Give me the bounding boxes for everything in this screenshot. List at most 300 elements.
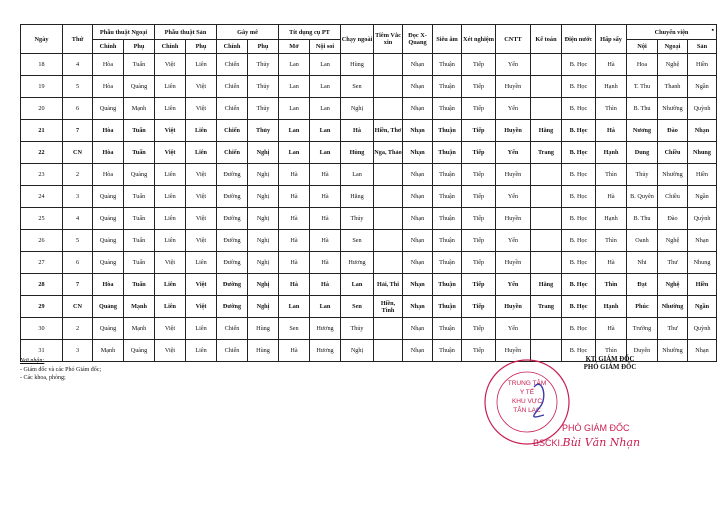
roster-cell: Tiếp (462, 274, 496, 296)
roster-cell: Quảng (93, 98, 124, 120)
roster-cell: Thuận (433, 76, 462, 98)
roster-cell: Nhạn (403, 296, 433, 318)
roster-cell: Tuấn (124, 120, 155, 142)
roster-cell: Duyên (627, 340, 658, 362)
roster-cell: Dung (627, 142, 658, 164)
roster-cell: Thư (658, 252, 688, 274)
roster-row (21, 230, 717, 252)
roster-cell: Hương (310, 340, 341, 362)
stamp-name-text: Bùi Văn Nhạn (562, 436, 641, 449)
header-phau-thuat-ngoai: Phẫu thuật Ngoại (93, 25, 155, 40)
roster-cell: Chiến (217, 318, 248, 340)
roster-cell: Việt (155, 54, 186, 76)
roster-cell: Hà (310, 274, 341, 296)
signature-line-kt: KT. GIÁM ĐỐC (585, 356, 635, 363)
roster-cell: Hòa (93, 76, 124, 98)
roster-cell: Việt (186, 164, 217, 186)
roster-cell: Lan (310, 54, 341, 76)
roster-cell: Hòa (93, 164, 124, 186)
roster-cell: Chiến (217, 120, 248, 142)
roster-cell (374, 186, 403, 208)
roster-cell (374, 252, 403, 274)
roster-cell: Liên (186, 54, 217, 76)
roster-cell: B. Học (562, 142, 596, 164)
roster-cell: Thìn (596, 98, 627, 120)
roster-cell: Thuận (433, 208, 462, 230)
header-chuyen-vien: Chuyển viện (627, 25, 717, 40)
subheader-gay-me-phu: Phụ (248, 40, 279, 54)
roster-cell: Quảng (93, 318, 124, 340)
roster-cell: Nghị (248, 142, 279, 164)
roster-cell: Chiến (217, 340, 248, 362)
roster-cell: Quảng (124, 76, 155, 98)
roster-cell: Hòa (93, 54, 124, 76)
roster-cell: Nghị (248, 252, 279, 274)
roster-cell: Liên (186, 142, 217, 164)
roster-cell: Liên (155, 76, 186, 98)
roster-cell: Thuận (433, 54, 462, 76)
roster-cell: Thuận (433, 274, 462, 296)
roster-cell: Nghị (341, 98, 374, 120)
official-seal (482, 357, 572, 447)
roster-cell: Huyền (496, 120, 531, 142)
roster-cell: Sen (279, 318, 310, 340)
header-phau-thuat-san: Phẫu thuật Sản (155, 25, 217, 40)
roster-cell: Nhường (658, 164, 688, 186)
roster-cell: Thìn (596, 230, 627, 252)
roster-cell: Yến (496, 142, 531, 164)
roster-cell: B. Học (562, 54, 596, 76)
roster-cell: Tiếp (462, 164, 496, 186)
roster-cell: Đường (217, 164, 248, 186)
roster-cell: Đường (217, 274, 248, 296)
roster-cell: Nghị (341, 340, 374, 362)
roster-cell: Đường (217, 186, 248, 208)
roster-cell: Hà (596, 318, 627, 340)
roster-cell: Ngần (688, 76, 717, 98)
stamp-name (533, 436, 640, 449)
roster-cell: Nghị (248, 164, 279, 186)
roster-cell: Phúc (627, 296, 658, 318)
header-sieu-am: Siêu âm (433, 25, 462, 54)
roster-cell (374, 340, 403, 362)
roster-row (21, 98, 717, 120)
roster-cell (374, 230, 403, 252)
roster-cell: Nhạn (403, 340, 433, 362)
roster-cell: Liên (155, 230, 186, 252)
roster-cell: Lan (341, 164, 374, 186)
header-tit-dung-cu: Tít dụng cụ PT (279, 25, 341, 40)
roster-cell: Yến (496, 186, 531, 208)
roster-row (21, 142, 717, 164)
roster-cell: Tiếp (462, 230, 496, 252)
roster-row (21, 208, 717, 230)
roster-cell: Hằng (341, 186, 374, 208)
roster-cell: Hạnh (596, 142, 627, 164)
header-tiem-vac-xin: Tiêm Vắc xin (374, 25, 403, 54)
roster-cell: 25 (21, 208, 63, 230)
duty-roster-table (20, 24, 717, 362)
roster-cell: B. Học (562, 186, 596, 208)
roster-cell (531, 208, 562, 230)
roster-cell: Ngần (688, 186, 717, 208)
roster-cell: Sen (341, 296, 374, 318)
roster-cell: 2 (63, 164, 93, 186)
roster-cell: Tiếp (462, 54, 496, 76)
roster-cell: Huyền (496, 76, 531, 98)
roster-cell: Việt (155, 120, 186, 142)
roster-cell: 20 (21, 98, 63, 120)
roster-cell (531, 164, 562, 186)
subheader-gay-me-chinh: Chính (217, 40, 248, 54)
roster-cell: Hiền (688, 164, 717, 186)
roster-cell: Quảng (93, 230, 124, 252)
roster-cell: Hà (596, 120, 627, 142)
roster-cell: B. Học (562, 98, 596, 120)
roster-cell: Liên (186, 252, 217, 274)
roster-cell: Hòa (93, 274, 124, 296)
roster-cell (374, 98, 403, 120)
roster-row (21, 252, 717, 274)
roster-cell: Quỳnh (688, 318, 717, 340)
roster-cell: Hạnh (596, 296, 627, 318)
roster-cell: 26 (21, 230, 63, 252)
roster-cell: Thủy (341, 208, 374, 230)
roster-cell: Tuấn (124, 274, 155, 296)
roster-cell: 3 (63, 186, 93, 208)
roster-cell: Hải, Thi (374, 274, 403, 296)
roster-cell: 7 (63, 120, 93, 142)
roster-cell: Hằng (531, 274, 562, 296)
roster-cell: Nhạn (403, 120, 433, 142)
roster-cell: 31 (21, 340, 63, 362)
roster-cell: Chiến (217, 142, 248, 164)
roster-cell: B. Học (562, 296, 596, 318)
roster-cell: Thuận (433, 340, 462, 362)
roster-cell: B. Học (562, 340, 596, 362)
roster-cell: Liên (155, 164, 186, 186)
roster-cell: Việt (186, 186, 217, 208)
roster-cell: Tiếp (462, 76, 496, 98)
corner-mark: ▪ (711, 26, 714, 34)
roster-cell: Yến (496, 318, 531, 340)
roster-cell: Nghị (248, 230, 279, 252)
svg-text:KHU VỰC: KHU VỰC (511, 398, 543, 405)
roster-cell: Chiến (217, 54, 248, 76)
roster-cell: 7 (63, 274, 93, 296)
roster-cell: Hà (596, 186, 627, 208)
roster-cell: Thủy (627, 164, 658, 186)
roster-cell: Thư (658, 318, 688, 340)
roster-cell: Thanh (658, 76, 688, 98)
roster-cell: Chiến (217, 98, 248, 120)
roster-cell: Việt (155, 252, 186, 274)
roster-cell: Nhung (688, 142, 717, 164)
roster-cell: Tiếp (462, 98, 496, 120)
roster-cell: Nhường (658, 296, 688, 318)
roster-cell: Liên (155, 98, 186, 120)
subheader-pt-san-chinh: Chính (155, 40, 186, 54)
roster-cell: 3 (63, 340, 93, 362)
roster-cell: Nhạn (403, 318, 433, 340)
header-xet-nghiem: Xét nghiệm (462, 25, 496, 54)
recipients-block (20, 357, 101, 383)
subheader-tit-mo: Mở (279, 40, 310, 54)
roster-cell: Hùng (248, 318, 279, 340)
roster-cell: B. Học (562, 120, 596, 142)
header-chay-ngoai: Chạy ngoài (341, 25, 374, 54)
roster-cell: Huyền (496, 164, 531, 186)
roster-cell (531, 252, 562, 274)
roster-row (21, 120, 717, 142)
roster-cell: Việt (186, 76, 217, 98)
roster-cell: Việt (186, 230, 217, 252)
header-thu: Thứ (63, 25, 93, 54)
roster-cell: Thuận (433, 98, 462, 120)
roster-cell: Thìn (596, 274, 627, 296)
roster-cell: Hà (279, 186, 310, 208)
roster-cell: B. Học (562, 76, 596, 98)
roster-cell (531, 54, 562, 76)
roster-cell: Đào (658, 120, 688, 142)
roster-cell: Mạnh (124, 98, 155, 120)
roster-cell: Quảng (93, 186, 124, 208)
header-hap-say: Hấp sấy (596, 25, 627, 54)
roster-cell: Hà (310, 252, 341, 274)
header-gay-me: Gây mê (217, 25, 279, 40)
roster-cell: B. Quyên (627, 186, 658, 208)
roster-cell: Nhạn (688, 340, 717, 362)
roster-row (21, 164, 717, 186)
roster-cell: Tiếp (462, 318, 496, 340)
roster-cell: Mạnh (124, 318, 155, 340)
roster-cell: Trường (627, 318, 658, 340)
roster-cell (374, 54, 403, 76)
roster-cell: Nương (627, 120, 658, 142)
roster-cell: Chiều (658, 186, 688, 208)
roster-cell: Ngần (688, 296, 717, 318)
roster-cell: Nghệ (658, 54, 688, 76)
roster-cell: B. Thu (627, 98, 658, 120)
roster-row (21, 76, 717, 98)
roster-cell: B. Học (562, 252, 596, 274)
roster-cell: Liên (186, 318, 217, 340)
roster-cell: Liên (155, 296, 186, 318)
roster-cell: Liên (155, 186, 186, 208)
roster-cell: Đường (217, 296, 248, 318)
roster-cell: B. Học (562, 230, 596, 252)
roster-cell: Hùng (341, 142, 374, 164)
roster-cell: 4 (63, 208, 93, 230)
roster-cell: Lan (279, 98, 310, 120)
roster-cell: Thìn (596, 340, 627, 362)
roster-cell: Hà (310, 164, 341, 186)
roster-cell: Tuấn (124, 142, 155, 164)
roster-cell: Đường (217, 208, 248, 230)
svg-text:TÂN LẠC: TÂN LẠC (513, 407, 541, 414)
roster-cell: 5 (63, 230, 93, 252)
roster-cell: Tuấn (124, 208, 155, 230)
roster-cell: Nhường (658, 340, 688, 362)
roster-cell: Nghị (248, 296, 279, 318)
subheader-pt-san-phu: Phụ (186, 40, 217, 54)
roster-cell: B. Học (562, 164, 596, 186)
roster-cell: Lan (310, 98, 341, 120)
recipient-line: - Các khoa, phòng; (20, 375, 66, 381)
roster-cell: Liên (155, 208, 186, 230)
roster-cell: Nhi (627, 252, 658, 274)
roster-cell: 6 (63, 252, 93, 274)
roster-cell: Hiền, Tình (374, 296, 403, 318)
roster-row (21, 296, 717, 318)
roster-cell: Hạnh (596, 208, 627, 230)
roster-cell: Thủy (248, 54, 279, 76)
roster-cell: Đường (217, 230, 248, 252)
roster-cell: 29 (21, 296, 63, 318)
roster-cell: Huyền (496, 340, 531, 362)
roster-cell: Đường (217, 252, 248, 274)
roster-cell: Tiếp (462, 340, 496, 362)
roster-cell: Tuấn (124, 252, 155, 274)
roster-cell: Hà (279, 208, 310, 230)
roster-cell: Lan (279, 54, 310, 76)
roster-cell: 19 (21, 76, 63, 98)
roster-cell: Việt (186, 274, 217, 296)
roster-cell: Lan (341, 274, 374, 296)
roster-cell: Sen (341, 230, 374, 252)
roster-cell: Quỳnh (688, 98, 717, 120)
roster-cell: B. Thu (627, 208, 658, 230)
roster-cell: 22 (21, 142, 63, 164)
signature-line-pho: PHÓ GIÁM ĐỐC (583, 364, 637, 371)
roster-cell: Hiền (688, 274, 717, 296)
roster-cell: Hà (310, 186, 341, 208)
stamp-title: PHÓ GIÁM ĐỐC (562, 423, 630, 433)
roster-cell: Hà (279, 164, 310, 186)
roster-cell: Thuận (433, 296, 462, 318)
roster-cell: Nga, Thảo (374, 142, 403, 164)
roster-cell: Đạt (627, 274, 658, 296)
roster-cell: Thủy (248, 120, 279, 142)
roster-cell: Oanh (627, 230, 658, 252)
roster-cell: Nhạn (403, 230, 433, 252)
roster-cell: Nghệ (658, 274, 688, 296)
roster-cell: Hạnh (596, 76, 627, 98)
svg-text:Y TẾ: Y TẾ (519, 389, 535, 396)
subheader-tit-noi-soi: Nội soi (310, 40, 341, 54)
roster-cell: Quỳnh (688, 208, 717, 230)
roster-cell: Quảng (124, 340, 155, 362)
roster-cell: Hà (341, 120, 374, 142)
roster-cell: Nhường (658, 98, 688, 120)
roster-cell: Chiều (658, 142, 688, 164)
roster-cell: Yến (496, 230, 531, 252)
roster-cell: Yến (496, 274, 531, 296)
roster-cell: Sen (341, 76, 374, 98)
roster-cell: Tiếp (462, 142, 496, 164)
roster-cell: 24 (21, 186, 63, 208)
roster-cell: B. Học (562, 208, 596, 230)
header-doc-x-quang: Đọc X-Quang (403, 25, 433, 54)
roster-cell: Liên (186, 340, 217, 362)
roster-cell: Tiếp (462, 296, 496, 318)
roster-cell: Thuận (433, 120, 462, 142)
roster-cell: Nghị (248, 208, 279, 230)
roster-cell: Hoa (627, 54, 658, 76)
subheader-pt-ngoai-chinh: Chính (93, 40, 124, 54)
roster-cell: Việt (186, 296, 217, 318)
roster-cell: 30 (21, 318, 63, 340)
roster-cell: 6 (63, 98, 93, 120)
roster-cell: Hiền, Thơ (374, 120, 403, 142)
roster-cell: Nhạn (688, 120, 717, 142)
roster-cell: Yến (496, 54, 531, 76)
roster-cell: Nhung (688, 252, 717, 274)
svg-text:TRUNG TÂM: TRUNG TÂM (507, 380, 547, 387)
roster-cell: Lan (310, 142, 341, 164)
roster-row (21, 318, 717, 340)
roster-header (21, 25, 717, 54)
roster-cell: Chiến (217, 76, 248, 98)
roster-cell (374, 318, 403, 340)
roster-cell: Thuận (433, 142, 462, 164)
roster-row (21, 274, 717, 296)
roster-cell: Hà (279, 252, 310, 274)
roster-cell: Nhạn (403, 76, 433, 98)
roster-cell: Nhạn (403, 252, 433, 274)
roster-cell: 18 (21, 54, 63, 76)
roster-cell: Quảng (93, 252, 124, 274)
roster-cell: Hằng (531, 120, 562, 142)
roster-cell: 23 (21, 164, 63, 186)
roster-cell: Hương (341, 252, 374, 274)
roster-cell: Hòa (93, 142, 124, 164)
roster-row (21, 186, 717, 208)
stamp-name-prefix: BSCKI. (533, 438, 563, 448)
roster-cell: 28 (21, 274, 63, 296)
header-ngay: Ngày (21, 25, 63, 54)
roster-cell: Thuận (433, 164, 462, 186)
roster-cell: Trang (531, 296, 562, 318)
roster-cell: Thủy (341, 318, 374, 340)
roster-cell: Hương (310, 318, 341, 340)
recipients-title: Nơi nhận: (20, 358, 45, 364)
roster-cell (374, 164, 403, 186)
roster-cell: Nhạn (403, 142, 433, 164)
roster-cell: Việt (155, 318, 186, 340)
roster-cell (531, 186, 562, 208)
roster-cell: Việt (155, 142, 186, 164)
header-dien-nuoc: Điện nước (562, 25, 596, 54)
roster-cell (531, 76, 562, 98)
roster-cell: Hà (310, 208, 341, 230)
roster-cell: Lan (279, 76, 310, 98)
roster-cell: CN (63, 142, 93, 164)
subheader-pt-ngoai-phu: Phụ (124, 40, 155, 54)
roster-cell: Hà (279, 274, 310, 296)
header-ke-toan: Kế toán (531, 25, 562, 54)
recipient-line: - Giám đốc và các Phó Giám đốc; (20, 366, 102, 373)
roster-cell: 2 (63, 318, 93, 340)
roster-cell: Hà (279, 230, 310, 252)
roster-cell: Huyền (496, 296, 531, 318)
roster-cell: Tiếp (462, 120, 496, 142)
roster-cell (531, 318, 562, 340)
roster-cell: Thuận (433, 186, 462, 208)
roster-cell: Đào (658, 208, 688, 230)
roster-cell: Mạnh (124, 296, 155, 318)
roster-cell: Quảng (124, 164, 155, 186)
